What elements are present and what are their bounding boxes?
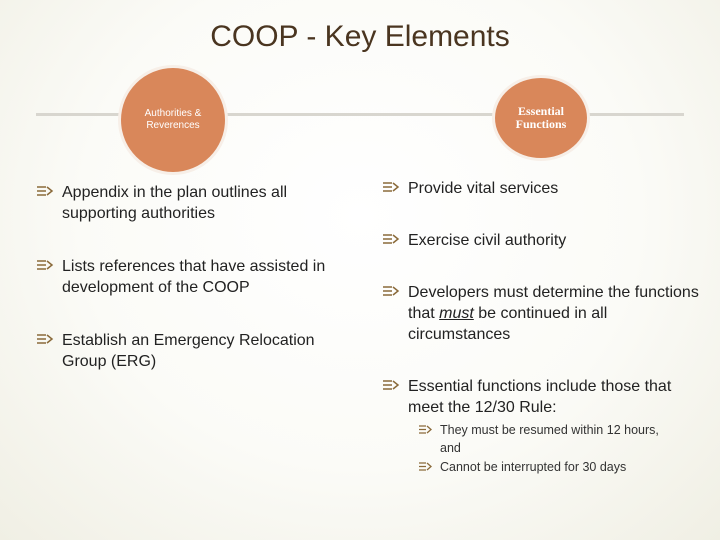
sub-bullet-resumed: They must be resumed within 12 hours, and (418, 421, 680, 457)
bullet-vital-services: Provide vital services (382, 178, 708, 199)
bullet-icon (382, 379, 400, 393)
authorities-circle (121, 68, 225, 172)
bullet-civil-authority: Exercise civil authority (382, 230, 708, 251)
essential-functions-circle (495, 78, 587, 158)
bullet-icon (382, 285, 400, 299)
bullet-appendix: Appendix in the plan outlines all supporting authorities (36, 182, 362, 224)
bullet-icon (382, 181, 400, 195)
bullet-erg: Establish an Emergency Relocation Group (ERG) (36, 330, 322, 372)
authorities-circle-label: Authorities & Reverences (144, 108, 202, 131)
bullet-references: Lists references that have assisted in development of the COOP (36, 256, 372, 298)
bullet-icon (36, 259, 54, 273)
bullet-developers: Developers must determine the functions that must be continued in all circumstances (382, 282, 708, 345)
sub-bullet-interrupted: Cannot be interrupted for 30 days (418, 458, 700, 476)
bullet-essential-functions: Essential functions include those that meet the 12/30 Rule: (382, 376, 708, 418)
bullet-icon (36, 333, 54, 347)
bullet-icon (382, 233, 400, 247)
slide-title: COOP - Key Elements (210, 20, 510, 53)
essential-functions-circle-label: Essential Functions (515, 104, 567, 131)
sub-bullet-icon (418, 461, 432, 472)
bullet-icon (36, 185, 54, 199)
sub-bullet-icon (418, 424, 432, 435)
